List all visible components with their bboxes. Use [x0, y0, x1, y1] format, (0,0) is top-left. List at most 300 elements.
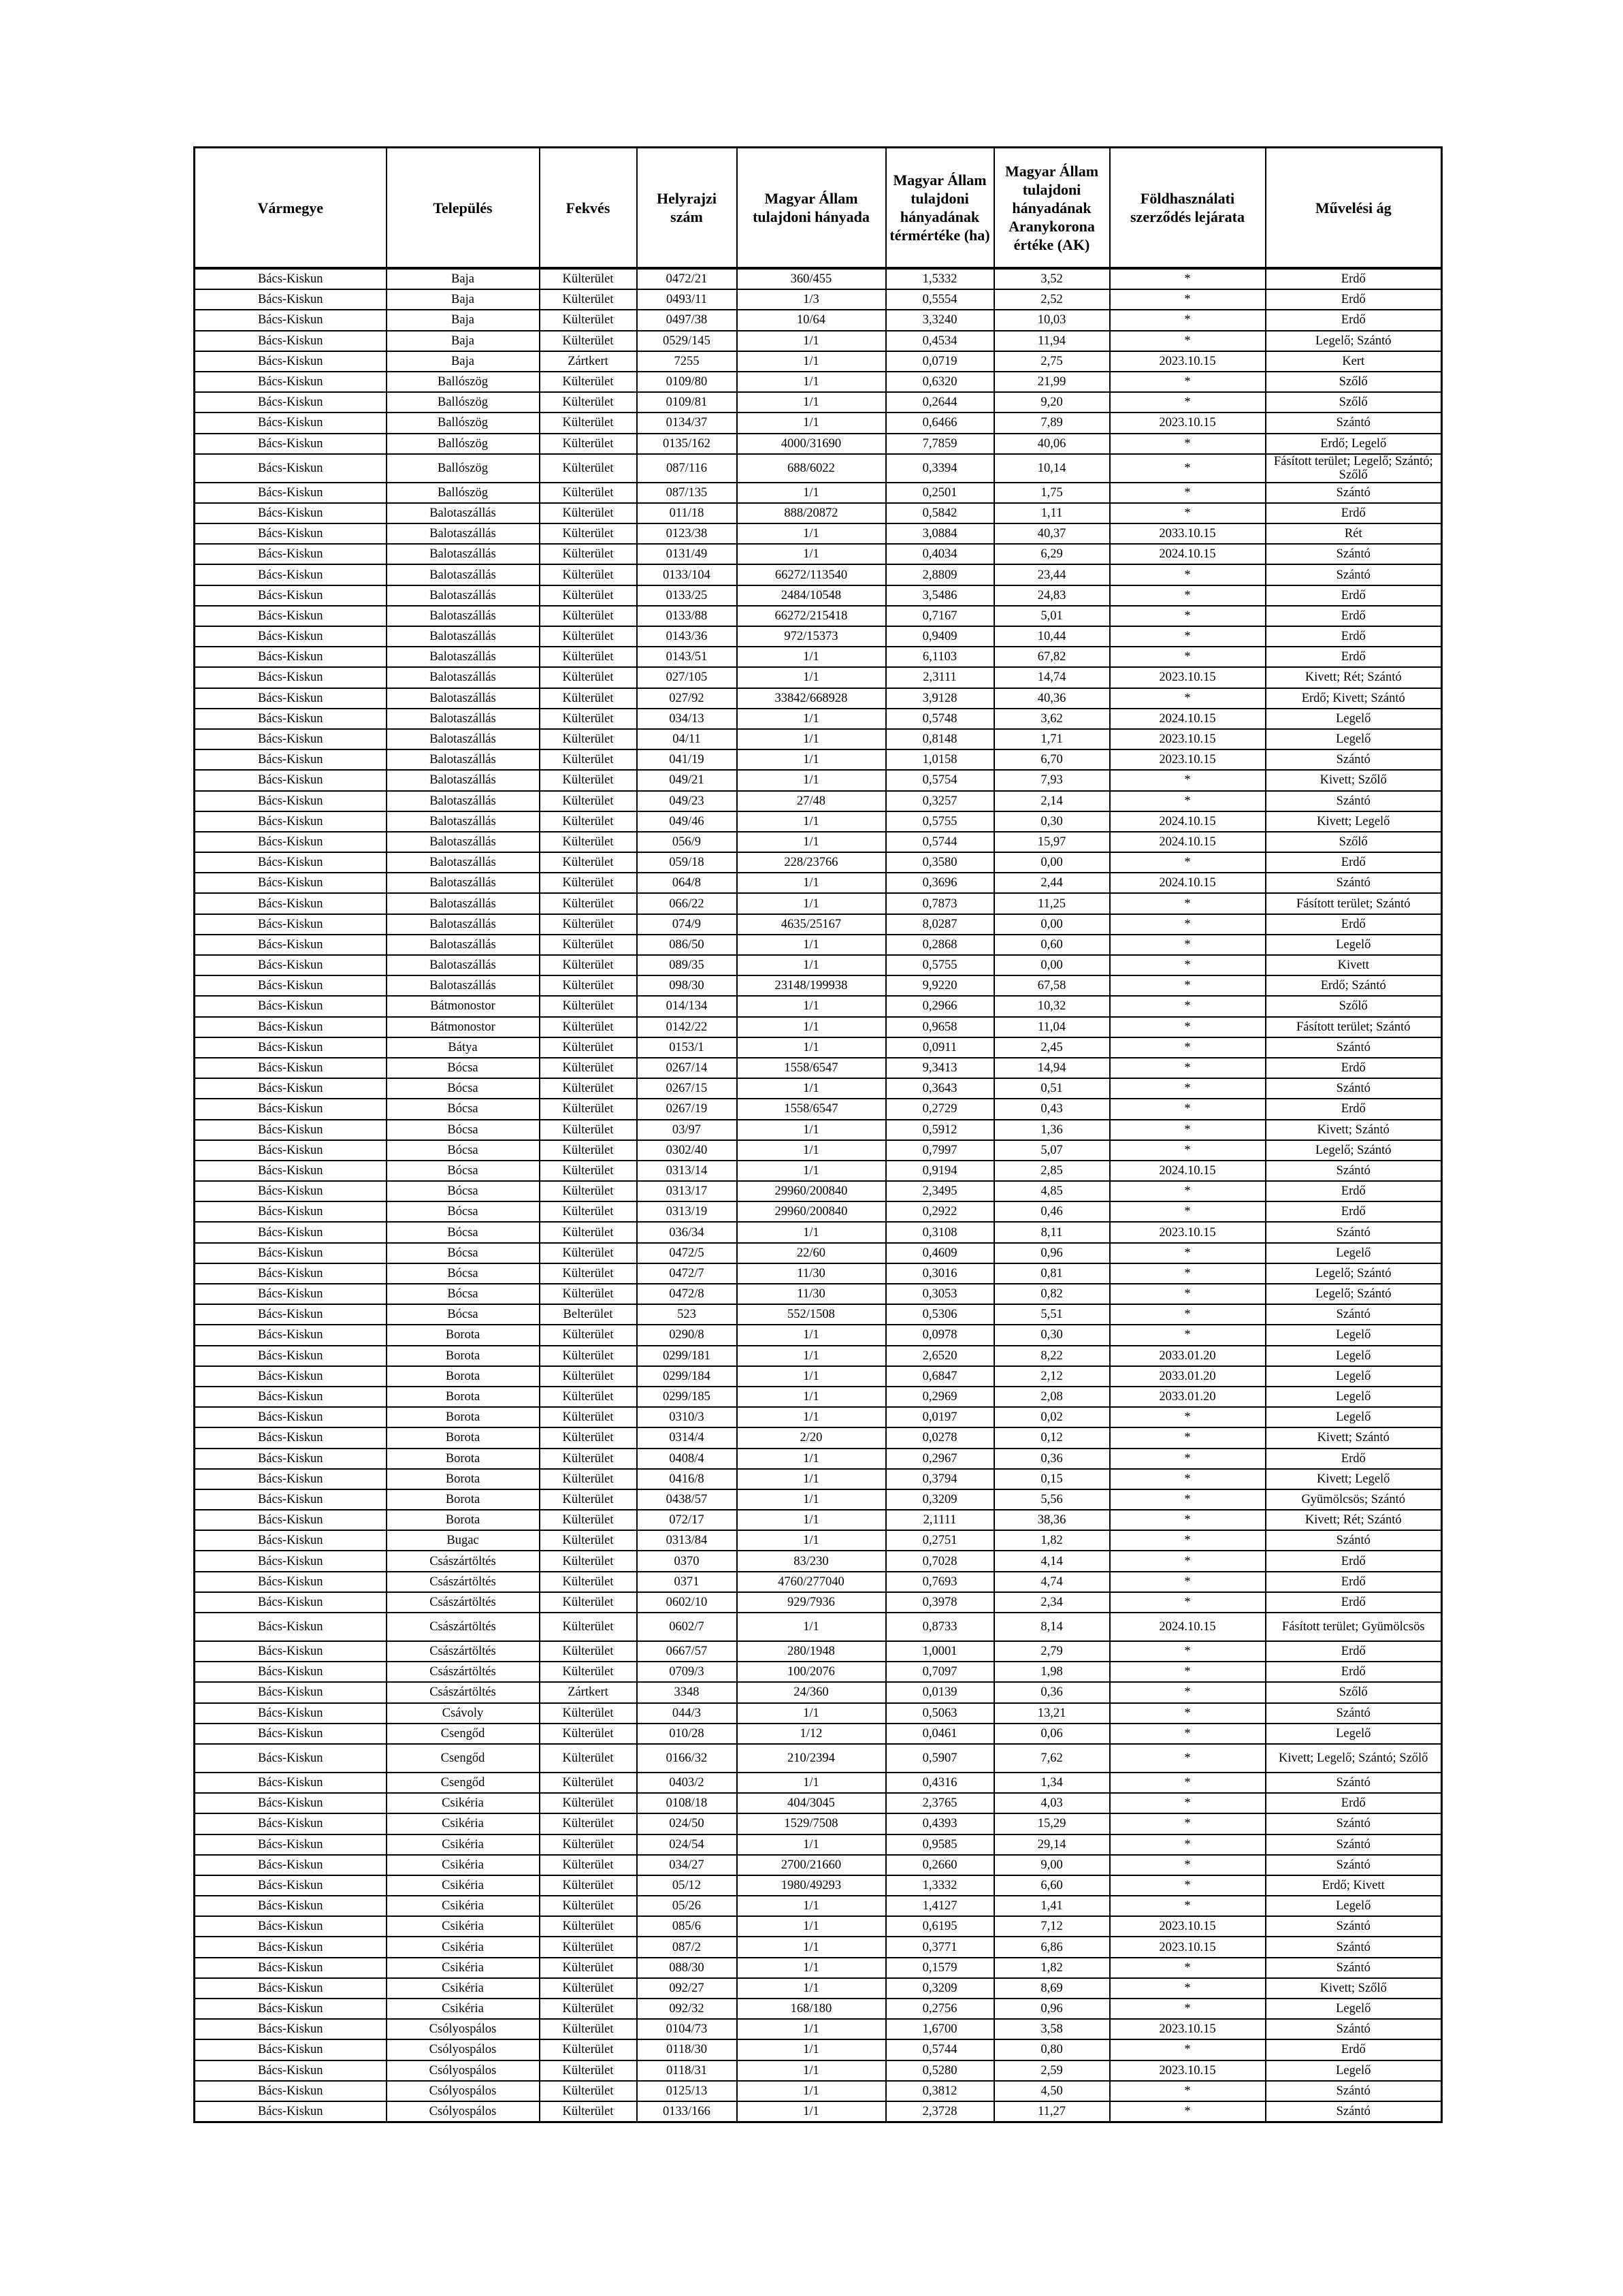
cell-share-gold-crown: 1,41 [994, 1896, 1110, 1916]
cell-cultivation-branch: Legelő; Szántó [1266, 1284, 1442, 1304]
cell-share-gold-crown: 11,25 [994, 893, 1110, 913]
cell-share-gold-crown: 0,30 [994, 1325, 1110, 1345]
cell-parcel-number: 0371 [637, 1572, 737, 1592]
cell-share-area: 1,0158 [886, 749, 994, 770]
cell-county: Bács-Kiskun [195, 585, 387, 606]
cell-state-share: 1/1 [737, 770, 886, 790]
cell-share-area: 0,0197 [886, 1407, 994, 1427]
cell-share-area: 2,3728 [886, 2101, 994, 2122]
cell-lease-expiry: * [1110, 483, 1266, 503]
cell-county: Bács-Kiskun [195, 413, 387, 433]
cell-settlement: Baja [387, 268, 540, 289]
table-row [195, 996, 1442, 1016]
cell-parcel-number: 086/50 [637, 935, 737, 955]
cell-county: Bács-Kiskun [195, 709, 387, 729]
cell-location-type: Külterület [540, 1017, 637, 1037]
table-row [195, 1530, 1442, 1551]
cell-county: Bács-Kiskun [195, 626, 387, 647]
cell-lease-expiry: 2024.10.15 [1110, 832, 1266, 852]
cell-lease-expiry: 2033.01.20 [1110, 1346, 1266, 1366]
cell-share-gold-crown: 4,50 [994, 2081, 1110, 2101]
cell-settlement: Balotaszállás [387, 791, 540, 811]
cell-share-gold-crown: 2,34 [994, 1592, 1110, 1613]
cell-cultivation-branch: Szántó [1266, 1855, 1442, 1875]
cell-location-type: Külterület [540, 1510, 637, 1530]
cell-share-gold-crown: 9,00 [994, 1855, 1110, 1875]
cell-parcel-number: 059/18 [637, 852, 737, 873]
cell-settlement: Csikéria [387, 1896, 540, 1916]
cell-state-share: 1/1 [737, 1916, 886, 1937]
cell-state-share: 1/1 [737, 2039, 886, 2060]
cell-share-area: 0,0461 [886, 1724, 994, 1744]
cell-cultivation-branch: Legelő [1266, 1346, 1442, 1366]
cell-state-share: 210/2394 [737, 1744, 886, 1773]
cell-cultivation-branch: Szántó [1266, 1078, 1442, 1099]
cell-cultivation-branch: Erdő [1266, 1551, 1442, 1571]
cell-cultivation-branch: Szántó [1266, 1222, 1442, 1242]
cell-cultivation-branch: Erdő; Kivett; Szántó [1266, 688, 1442, 709]
cell-parcel-number: 024/50 [637, 1813, 737, 1834]
cell-county: Bács-Kiskun [195, 1592, 387, 1613]
cell-settlement: Borota [387, 1469, 540, 1489]
cell-state-share: 1/1 [737, 1407, 886, 1427]
cell-location-type: Külterület [540, 1325, 637, 1345]
table-row [195, 852, 1442, 873]
table-row [195, 1744, 1442, 1773]
cell-parcel-number: 04/11 [637, 729, 737, 749]
cell-settlement: Baja [387, 331, 540, 351]
cell-share-gold-crown: 6,29 [994, 544, 1110, 564]
cell-share-gold-crown: 9,20 [994, 392, 1110, 413]
cell-cultivation-branch: Erdő; Legelő [1266, 434, 1442, 454]
cell-location-type: Külterület [540, 1530, 637, 1551]
cell-cultivation-branch: Szántó [1266, 873, 1442, 893]
table-row [195, 791, 1442, 811]
cell-cultivation-branch: Szőlő [1266, 832, 1442, 852]
cell-state-share: 1/1 [737, 1346, 886, 1366]
cell-settlement: Balotaszállás [387, 914, 540, 935]
cell-lease-expiry: * [1110, 1592, 1266, 1613]
cell-location-type: Külterület [540, 873, 637, 893]
cell-parcel-number: 0109/81 [637, 392, 737, 413]
cell-lease-expiry: * [1110, 647, 1266, 667]
cell-location-type: Külterület [540, 2060, 637, 2081]
cell-lease-expiry: 2024.10.15 [1110, 1613, 1266, 1641]
cell-lease-expiry: * [1110, 392, 1266, 413]
cell-state-share: 1/1 [737, 709, 886, 729]
table-row [195, 523, 1442, 544]
cell-state-share: 1/1 [737, 1222, 886, 1242]
cell-cultivation-branch: Erdő [1266, 1572, 1442, 1592]
cell-lease-expiry: * [1110, 1449, 1266, 1469]
cell-location-type: Külterület [540, 852, 637, 873]
cell-lease-expiry: * [1110, 2081, 1266, 2101]
cell-county: Bács-Kiskun [195, 1304, 387, 1325]
cell-settlement: Balotaszállás [387, 688, 540, 709]
cell-cultivation-branch: Szántó [1266, 413, 1442, 433]
cell-lease-expiry: 2023.10.15 [1110, 413, 1266, 433]
cell-state-share: 1/1 [737, 1489, 886, 1510]
cell-county: Bács-Kiskun [195, 434, 387, 454]
cell-state-share: 11/30 [737, 1263, 886, 1284]
header-settlement: Település [387, 148, 540, 269]
cell-parcel-number: 0313/14 [637, 1161, 737, 1181]
cell-county: Bács-Kiskun [195, 1724, 387, 1744]
table-row [195, 1037, 1442, 1058]
cell-share-gold-crown: 0,00 [994, 852, 1110, 873]
cell-share-gold-crown: 6,60 [994, 1875, 1110, 1896]
cell-share-area: 0,6847 [886, 1366, 994, 1387]
cell-lease-expiry: 2023.10.15 [1110, 1937, 1266, 1957]
cell-state-share: 972/15373 [737, 626, 886, 647]
table-row [195, 1346, 1442, 1366]
cell-location-type: Külterület [540, 626, 637, 647]
cell-location-type: Külterület [540, 1181, 637, 1201]
cell-county: Bács-Kiskun [195, 331, 387, 351]
cell-share-area: 0,7167 [886, 606, 994, 626]
cell-settlement: Balotaszállás [387, 626, 540, 647]
cell-state-share: 228/23766 [737, 852, 886, 873]
cell-lease-expiry: * [1110, 1427, 1266, 1448]
cell-share-area: 3,3240 [886, 310, 994, 330]
cell-cultivation-branch: Fásított terület; Gyümölcsös [1266, 1613, 1442, 1641]
cell-settlement: Ballószög [387, 483, 540, 503]
cell-county: Bács-Kiskun [195, 1201, 387, 1222]
cell-share-gold-crown: 2,75 [994, 351, 1110, 372]
cell-state-share: 1/1 [737, 1325, 886, 1345]
cell-settlement: Ballószög [387, 372, 540, 392]
cell-lease-expiry: * [1110, 606, 1266, 626]
cell-settlement: Császártöltés [387, 1641, 540, 1662]
cell-settlement: Baja [387, 310, 540, 330]
cell-state-share: 1/1 [737, 372, 886, 392]
cell-location-type: Külterület [540, 1592, 637, 1613]
table-row [195, 688, 1442, 709]
cell-share-gold-crown: 8,14 [994, 1613, 1110, 1641]
cell-share-area: 2,1111 [886, 1510, 994, 1530]
header-state-share: Magyar Állam tulajdoni hányada [737, 148, 886, 269]
cell-location-type: Külterület [540, 1793, 637, 1813]
cell-state-share: 1/1 [737, 647, 886, 667]
cell-county: Bács-Kiskun [195, 1366, 387, 1387]
table-row [195, 454, 1442, 483]
cell-lease-expiry: * [1110, 935, 1266, 955]
cell-share-area: 0,2966 [886, 996, 994, 1016]
cell-county: Bács-Kiskun [195, 1855, 387, 1875]
cell-share-gold-crown: 8,11 [994, 1222, 1110, 1242]
cell-settlement: Borota [387, 1387, 540, 1407]
cell-share-area: 0,3794 [886, 1469, 994, 1489]
cell-share-gold-crown: 0,02 [994, 1407, 1110, 1427]
cell-state-share: 1/1 [737, 1449, 886, 1469]
cell-cultivation-branch: Legelő [1266, 2060, 1442, 2081]
cell-state-share: 100/2076 [737, 1662, 886, 1682]
cell-county: Bács-Kiskun [195, 1181, 387, 1201]
cell-cultivation-branch: Erdő [1266, 1181, 1442, 1201]
cell-county: Bács-Kiskun [195, 606, 387, 626]
cell-state-share: 1/1 [737, 2081, 886, 2101]
cell-share-area: 0,5755 [886, 811, 994, 832]
cell-share-gold-crown: 24,83 [994, 585, 1110, 606]
cell-share-gold-crown: 0,60 [994, 935, 1110, 955]
table-row [195, 1201, 1442, 1222]
cell-parcel-number: 027/92 [637, 688, 737, 709]
cell-county: Bács-Kiskun [195, 1243, 387, 1263]
cell-share-area: 0,0978 [886, 1325, 994, 1345]
cell-parcel-number: 7255 [637, 351, 737, 372]
cell-parcel-number: 0313/19 [637, 1201, 737, 1222]
table-row [195, 1958, 1442, 1978]
cell-parcel-number: 024/54 [637, 1834, 737, 1855]
cell-location-type: Külterület [540, 749, 637, 770]
cell-state-share: 1/1 [737, 523, 886, 544]
cell-lease-expiry: * [1110, 1773, 1266, 1793]
cell-share-area: 0,2967 [886, 1449, 994, 1469]
cell-state-share: 1/1 [737, 1017, 886, 1037]
cell-location-type: Külterület [540, 1407, 637, 1427]
cell-settlement: Császártöltés [387, 1613, 540, 1641]
cell-lease-expiry: * [1110, 1489, 1266, 1510]
cell-state-share: 2484/10548 [737, 585, 886, 606]
cell-county: Bács-Kiskun [195, 1613, 387, 1641]
header-county: Vármegye [195, 148, 387, 269]
header-share-area: Magyar Állam tulajdoni hányadának térmértéke (ha) [886, 148, 994, 269]
cell-share-area: 0,6195 [886, 1916, 994, 1937]
cell-county: Bács-Kiskun [195, 392, 387, 413]
cell-cultivation-branch: Erdő [1266, 585, 1442, 606]
cell-location-type: Külterület [540, 564, 637, 585]
table-row [195, 1284, 1442, 1304]
table-row [195, 647, 1442, 667]
cell-share-area: 0,1579 [886, 1958, 994, 1978]
cell-parcel-number: 072/17 [637, 1510, 737, 1530]
cell-parcel-number: 092/32 [637, 1999, 737, 2019]
cell-lease-expiry: * [1110, 289, 1266, 310]
cell-share-area: 0,3257 [886, 791, 994, 811]
cell-state-share: 66272/113540 [737, 564, 886, 585]
cell-parcel-number: 0135/162 [637, 434, 737, 454]
cell-cultivation-branch: Szántó [1266, 564, 1442, 585]
cell-share-area: 0,7097 [886, 1662, 994, 1682]
cell-settlement: Csikéria [387, 1813, 540, 1834]
cell-share-area: 0,2922 [886, 1201, 994, 1222]
cell-parcel-number: 0123/38 [637, 523, 737, 544]
cell-settlement: Csikéria [387, 1937, 540, 1957]
cell-state-share: 1/1 [737, 2019, 886, 2039]
cell-parcel-number: 0313/84 [637, 1530, 737, 1551]
cell-state-share: 1558/6547 [737, 1058, 886, 1078]
cell-cultivation-branch: Szőlő [1266, 392, 1442, 413]
cell-cultivation-branch: Legelő [1266, 1387, 1442, 1407]
cell-state-share: 360/455 [737, 268, 886, 289]
cell-county: Bács-Kiskun [195, 544, 387, 564]
cell-state-share: 1/1 [737, 1161, 886, 1181]
cell-share-area: 0,2644 [886, 392, 994, 413]
cell-lease-expiry: * [1110, 1243, 1266, 1263]
cell-lease-expiry: * [1110, 1304, 1266, 1325]
cell-share-gold-crown: 0,81 [994, 1263, 1110, 1284]
cell-cultivation-branch: Szántó [1266, 1916, 1442, 1937]
cell-settlement: Borota [387, 1489, 540, 1510]
cell-cultivation-branch: Kivett; Szőlő [1266, 770, 1442, 790]
cell-location-type: Külterület [540, 1263, 637, 1284]
table-row [195, 975, 1442, 996]
cell-lease-expiry: * [1110, 1855, 1266, 1875]
cell-county: Bács-Kiskun [195, 1662, 387, 1682]
cell-state-share: 24/360 [737, 1682, 886, 1702]
cell-cultivation-branch: Erdő [1266, 310, 1442, 330]
cell-county: Bács-Kiskun [195, 873, 387, 893]
cell-settlement: Csikéria [387, 1855, 540, 1875]
cell-cultivation-branch: Szántó [1266, 791, 1442, 811]
cell-share-area: 1,3332 [886, 1875, 994, 1896]
cell-share-gold-crown: 2,79 [994, 1641, 1110, 1662]
table-row [195, 1161, 1442, 1181]
table-row [195, 1120, 1442, 1140]
cell-lease-expiry: * [1110, 1875, 1266, 1896]
cell-state-share: 1/1 [737, 1834, 886, 1855]
cell-cultivation-branch: Szőlő [1266, 996, 1442, 1016]
table-row [195, 1613, 1442, 1641]
cell-lease-expiry: * [1110, 1099, 1266, 1119]
table-row [195, 268, 1442, 289]
table-row [195, 564, 1442, 585]
cell-location-type: Külterület [540, 893, 637, 913]
cell-parcel-number: 0313/17 [637, 1181, 737, 1201]
cell-county: Bács-Kiskun [195, 935, 387, 955]
cell-share-gold-crown: 14,74 [994, 667, 1110, 688]
table-header-row [195, 148, 1442, 269]
cell-state-share: 1/1 [737, 1120, 886, 1140]
cell-state-share: 1558/6547 [737, 1099, 886, 1119]
cell-share-area: 3,5486 [886, 585, 994, 606]
cell-share-gold-crown: 0,06 [994, 1724, 1110, 1744]
table-row [195, 1222, 1442, 1242]
cell-state-share: 1/1 [737, 1530, 886, 1551]
header-parcel-number: Helyrajzi szám [637, 148, 737, 269]
cell-location-type: Külterület [540, 955, 637, 975]
table-row [195, 606, 1442, 626]
cell-county: Bács-Kiskun [195, 729, 387, 749]
cell-settlement: Császártöltés [387, 1551, 540, 1571]
cell-county: Bács-Kiskun [195, 852, 387, 873]
cell-county: Bács-Kiskun [195, 1140, 387, 1161]
cell-county: Bács-Kiskun [195, 1469, 387, 1489]
cell-share-area: 0,5754 [886, 770, 994, 790]
cell-parcel-number: 0134/37 [637, 413, 737, 433]
cell-share-area: 0,3643 [886, 1078, 994, 1099]
cell-share-gold-crown: 3,52 [994, 268, 1110, 289]
cell-share-gold-crown: 40,36 [994, 688, 1110, 709]
cell-share-gold-crown: 2,85 [994, 1161, 1110, 1181]
cell-settlement: Csólyospálos [387, 2060, 540, 2081]
cell-share-gold-crown: 0,96 [994, 1243, 1110, 1263]
cell-share-gold-crown: 1,75 [994, 483, 1110, 503]
cell-location-type: Külterület [540, 544, 637, 564]
cell-share-gold-crown: 2,14 [994, 791, 1110, 811]
cell-share-gold-crown: 1,36 [994, 1120, 1110, 1140]
cell-county: Bács-Kiskun [195, 1682, 387, 1702]
table-row [195, 310, 1442, 330]
cell-share-gold-crown: 7,12 [994, 1916, 1110, 1937]
cell-state-share: 1/1 [737, 2060, 886, 2081]
cell-cultivation-branch: Erdő; Szántó [1266, 975, 1442, 996]
cell-state-share: 1529/7508 [737, 1813, 886, 1834]
cell-cultivation-branch: Kert [1266, 351, 1442, 372]
cell-location-type: Külterület [540, 1284, 637, 1304]
cell-settlement: Ballószög [387, 454, 540, 483]
cell-parcel-number: 0408/4 [637, 1449, 737, 1469]
cell-settlement: Balotaszállás [387, 873, 540, 893]
cell-share-area: 0,5306 [886, 1304, 994, 1325]
cell-location-type: Külterület [540, 935, 637, 955]
cell-share-area: 0,9585 [886, 1834, 994, 1855]
cell-cultivation-branch: Szántó [1266, 1958, 1442, 1978]
cell-settlement: Balotaszállás [387, 647, 540, 667]
cell-parcel-number: 044/3 [637, 1703, 737, 1724]
cell-cultivation-branch: Szőlő [1266, 372, 1442, 392]
cell-cultivation-branch: Szántó [1266, 1813, 1442, 1834]
table-row [195, 2060, 1442, 2081]
cell-parcel-number: 0667/57 [637, 1641, 737, 1662]
cell-cultivation-branch: Erdő; Kivett [1266, 1875, 1442, 1896]
cell-location-type: Külterület [540, 811, 637, 832]
cell-location-type: Külterület [540, 1834, 637, 1855]
cell-state-share: 1/1 [737, 749, 886, 770]
cell-share-gold-crown: 15,97 [994, 832, 1110, 852]
cell-location-type: Külterület [540, 1078, 637, 1099]
cell-share-gold-crown: 10,44 [994, 626, 1110, 647]
cell-settlement: Csikéria [387, 1978, 540, 1999]
cell-share-gold-crown: 10,03 [994, 310, 1110, 330]
cell-parcel-number: 087/135 [637, 483, 737, 503]
cell-share-gold-crown: 38,36 [994, 1510, 1110, 1530]
cell-share-area: 1,4127 [886, 1896, 994, 1916]
table-row [195, 1099, 1442, 1119]
cell-parcel-number: 0143/51 [637, 647, 737, 667]
land-parcel-table [193, 146, 1443, 2123]
table-row [195, 832, 1442, 852]
cell-share-area: 0,3016 [886, 1263, 994, 1284]
cell-share-gold-crown: 23,44 [994, 564, 1110, 585]
cell-location-type: Külterület [540, 1387, 637, 1407]
cell-state-share: 1/3 [737, 289, 886, 310]
cell-state-share: 22/60 [737, 1243, 886, 1263]
cell-parcel-number: 03/97 [637, 1120, 737, 1140]
cell-lease-expiry: * [1110, 1551, 1266, 1571]
cell-parcel-number: 0602/7 [637, 1613, 737, 1641]
cell-parcel-number: 05/26 [637, 1896, 737, 1916]
cell-settlement: Balotaszállás [387, 749, 540, 770]
cell-county: Bács-Kiskun [195, 1703, 387, 1724]
cell-location-type: Külterület [540, 372, 637, 392]
cell-settlement: Balotaszállás [387, 975, 540, 996]
cell-share-area: 0,4609 [886, 1243, 994, 1263]
cell-share-gold-crown: 0,46 [994, 1201, 1110, 1222]
cell-location-type: Külterület [540, 1937, 637, 1957]
cell-county: Bács-Kiskun [195, 770, 387, 790]
cell-parcel-number: 011/18 [637, 503, 737, 523]
cell-share-area: 0,3209 [886, 1978, 994, 1999]
cell-lease-expiry: * [1110, 1140, 1266, 1161]
cell-lease-expiry: * [1110, 1530, 1266, 1551]
cell-county: Bács-Kiskun [195, 503, 387, 523]
cell-parcel-number: 0403/2 [637, 1773, 737, 1793]
cell-share-area: 0,0139 [886, 1682, 994, 1702]
cell-settlement: Bócsa [387, 1181, 540, 1201]
cell-state-share: 1/1 [737, 996, 886, 1016]
cell-share-area: 0,5280 [886, 2060, 994, 2081]
